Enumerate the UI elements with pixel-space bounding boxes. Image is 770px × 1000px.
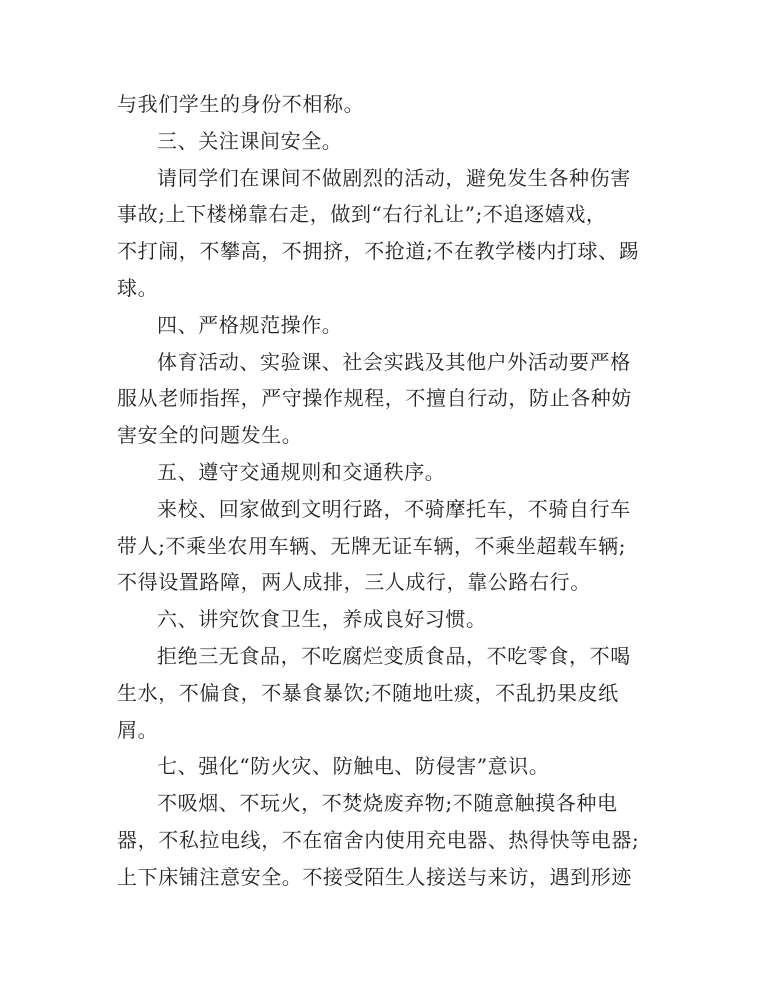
section-heading: 七、强化“防火灾、防触电、防侵害”意识。	[157, 754, 550, 779]
text-line: 带人;不乘坐农用车辆、无牌无证车辆，不乘坐超载车辆;	[117, 533, 627, 558]
section-heading: 五、遵守交通规则和交通秩序。	[157, 459, 446, 484]
text-line: 球。	[117, 275, 159, 300]
text-line: 不打闹，不攀高，不拥挤，不抢道;不在教学楼内打球、踢	[117, 239, 640, 264]
text-line: 不得设置路障，两人成排，三人成行，靠公路右行。	[117, 570, 591, 595]
text-line: 不吸烟、不玩火，不焚烧废弃物;不随意触摸各种电	[157, 791, 618, 816]
text-line: 生水，不偏食，不暴食暴饮;不随地吐痰，不乱扔果皮纸	[117, 680, 619, 705]
text-line: 与我们学生的身份不相称。	[117, 92, 365, 116]
document-body	[117, 86, 647, 896]
text-line: 器，不私拉电线，不在宿舍内使用充电器、热得快等电器;	[117, 827, 640, 852]
text-line: 事故;上下楼梯靠右走，做到“右行礼让”;不追逐嬉戏，	[117, 202, 607, 227]
text-line: 服从老师指挥，严守操作规程，不擅自行动，防止各种妨	[117, 386, 632, 411]
section-heading: 三、关注课间安全。	[157, 128, 343, 153]
text-line: 体育活动、实验课、社会实践及其他户外活动要严格	[157, 349, 631, 374]
text-line: 来校、回家做到文明行路，不骑摩托车，不骑自行车	[157, 496, 631, 521]
text-line: 害安全的问题发生。	[117, 423, 303, 448]
text-line: 请同学们在课间不做剧烈的活动，避免发生各种伤害	[157, 165, 631, 190]
text-line: 屑。	[117, 717, 159, 742]
section-heading: 四、严格规范操作。	[157, 312, 343, 337]
text-line: 拒绝三无食品，不吃腐烂变质食品，不吃零食，不喝	[157, 643, 631, 668]
section-heading: 六、讲究饮食卫生，养成良好习惯。	[157, 607, 487, 632]
text-line: 上下床铺注意安全。不接受陌生人接送与来访，遇到形迹	[117, 864, 632, 889]
